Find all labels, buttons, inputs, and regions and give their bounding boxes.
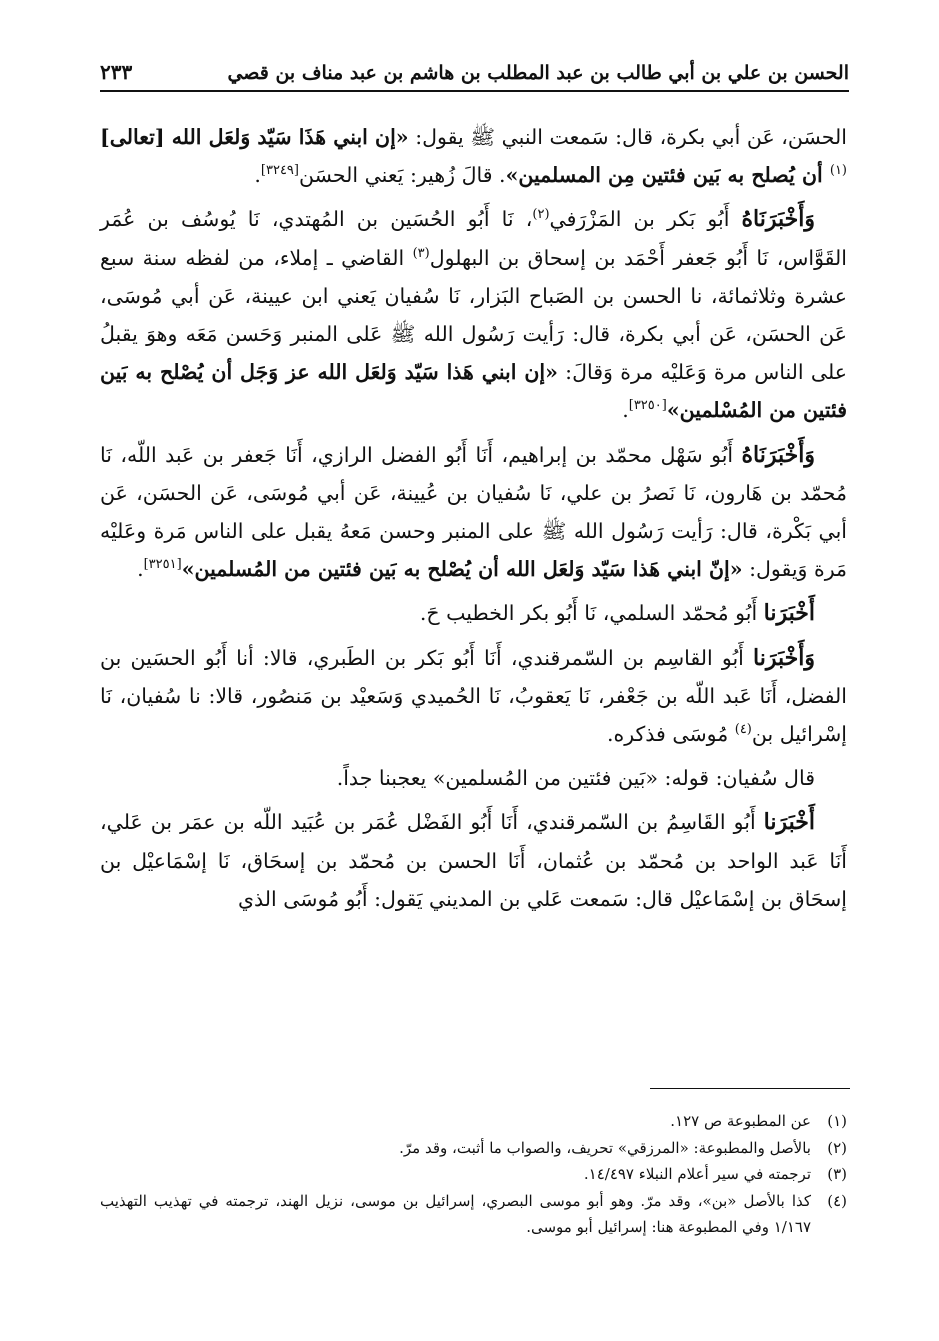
running-header: [100, 52, 849, 92]
paragraph-3: [100, 436, 847, 589]
footnote-number: (٢): [827, 1138, 847, 1157]
text-run: أَبُو القاسِم بن السّمرقندي، أَنَا أَبُو بَكر بن الطَبري، قالا: أنا أَبُو الحسَين بن الفضل، أَنَا عَبد اللّه بن جَعْفر، نَا يَعقوبُ، نَا الحُميدي وَسَعيْد بن مَنصُور، قالا: نا سُفيان، نَا إسْرائيل بن: [100, 645, 847, 747]
lead-word: وَأَخْبَرَنا: [753, 644, 815, 671]
footnote-text: ترجمته في سير أعلام النبلاء ١٤/٤٩٧.: [583, 1165, 811, 1183]
lead-word: وَأَخْبَرَنَاهُ: [741, 206, 815, 233]
footnote-text: عن المطبوعة ص ١٢٧.: [670, 1112, 811, 1130]
paragraph-5: [100, 639, 847, 754]
footnote-ref-2[interactable]: (٢): [532, 207, 550, 223]
text-run: .: [137, 557, 144, 582]
footnote-2: [100, 1135, 847, 1162]
paragraph-2: [100, 200, 847, 429]
footnote-text: كذا بالأصل «بن»، وقد مرّ. وهو أبو موسى البصري، إسرائيل بن موسى، نزيل الهند، ترجمته في تهذيب التهذيب ١/١٦٧ وفي المطبوعة هنا: إسرائيل أبو موسى.: [100, 1191, 811, 1236]
text-run: أَبُو القَاسِمُ بن السّمرقندي، أَنَا أَبُو الفَضْل عُمَر بن عُبَيد اللّه بن عمَر بن عَلي، أَنَا عَبد الواحد بن مُحمّد بن عُثمان، أَنَا الحسن بن مُحمّد بن إسحَاق، نَا إسْمَاعيْل بن إسحَاق بن إسْمَاعيْل قال: سَمعت عَلي بن المديني يَقول: أَبُو مُوسَى الذي: [100, 810, 847, 911]
header-title: الحسن بن علي بن أبي طالب بن عبد المطلب بن هاشم بن عبد مناف بن قصي: [227, 62, 849, 84]
hadith-number: [٣٢٥١]: [143, 557, 182, 573]
footnote-text: بالأصل والمطبوعة: «المرزقي» تحريف، والصواب ما أثبت، وقد مرّ.: [399, 1138, 811, 1157]
text-run: أَبُو مُحمّد السلمي، نَا أَبُو بكر الخطيب حَ.: [419, 601, 764, 626]
footnote-number: (١): [827, 1112, 847, 1130]
hadith-quote: «إن ابني هَذا سَيّد وَلعَل الله عز وَجَل أن يُصْلح به بَين فئتين من المُسْلمين»: [100, 360, 847, 423]
footnote-ref-1[interactable]: (١): [829, 163, 847, 179]
footnote-ref-4[interactable]: (٤): [734, 722, 752, 738]
text-run: .: [254, 163, 261, 188]
paragraph-7: [100, 803, 847, 918]
text-run: قال سُفيان: قوله: «بَين فئتين من المُسلمين» يعجبنا جداً.: [336, 766, 815, 791]
text-run: أَبُو سَهْل محمّد بن إبراهيم، أَنَا أَبُو الفضل الرازي، أَنَا جَعفر بن عَبد اللّه، نَا مُحمّد بن هَارون، نَا نَصرُ بن علي، نَا سُفيان بن عُيينة، عَن أبي مُوسَى، عَن الحسَن، عَن أبي بَكْرة، قال: رَأيت رَسُول الله ﷺ على المنبر وحسن مَعهُ يقبل على الناس مَرة وعَليْه مَرة وَيقول:: [100, 442, 847, 582]
text-run: . قالَ زُهير: يَعني الحسَن: [299, 163, 506, 188]
text-run: .: [622, 398, 629, 423]
text-run: القاضي ـ إملاء، من لفظه سنة سبع عشرة وثلاثمائة، نا الحسن بن الصَباح البَزار، نَا سُفيان يَعني ابن عيينة، عَن أبي مُوسَى، عَن الحسَن، عَن أبي بكرة، قال: رَأيت رَسُول الله ﷺ عَلى المنبر وَحَسن مَعَه وهوَ يقبلُ على الناس مرة وَعَليْه مرة وَقالَ:: [100, 245, 847, 385]
footnote-number: (٤): [827, 1191, 847, 1210]
hadith-quote: «إن ابني هَذَا سَيّد وَلعَل الله [تعالى]: [100, 125, 409, 149]
footnote-ref-3[interactable]: (٣): [412, 245, 430, 261]
hadith-number: [٣٢٤٩]: [260, 163, 299, 179]
footnote-1: [100, 1108, 847, 1135]
hadith-number: [٣٢٥٠]: [628, 398, 667, 414]
text-run: أَبُو بَكر بن المَزْرَفي: [549, 207, 742, 232]
footnote-separator: [650, 1088, 850, 1089]
hadith-quote: أن يُصلح به بَين فئتين مِن المسلمين»: [505, 163, 830, 188]
paragraph-1: [100, 118, 847, 194]
text-run: ، نَا أَبُو الحُسَين بن المُهتدي، نَا يُوسُف بن عُمَر القَوَّاس، نَا أَبُو جَعفر أَحْمَد بن إسحاق بن البهلول: [100, 207, 847, 270]
text-run: مُوسَى فذكره.: [606, 722, 735, 747]
footnote-number: (٣): [827, 1165, 847, 1183]
lead-word: وَأَخْبَرَنَاهُ: [741, 441, 815, 468]
text-run: الحسَن، عَن أبي بكرة، قال: سَمعت النبي ﷺ يقول:: [408, 125, 847, 149]
hadith-quote: «إنّ ابني هَذا سَيّد وَلعَل الله أن يُصْلح به بَين فئتين من المُسلمين»: [181, 557, 743, 582]
footnote-4: [100, 1188, 847, 1241]
paragraph-6: [100, 759, 847, 797]
lead-word: أَخْبَرَنا: [763, 809, 815, 836]
paragraph-4: [100, 594, 847, 632]
lead-word: أَخْبَرَنا: [763, 600, 815, 627]
footnotes: [100, 1108, 847, 1241]
main-text: [100, 118, 847, 924]
footnote-3: [100, 1161, 847, 1188]
page-number: ٢٣٣: [100, 60, 133, 84]
